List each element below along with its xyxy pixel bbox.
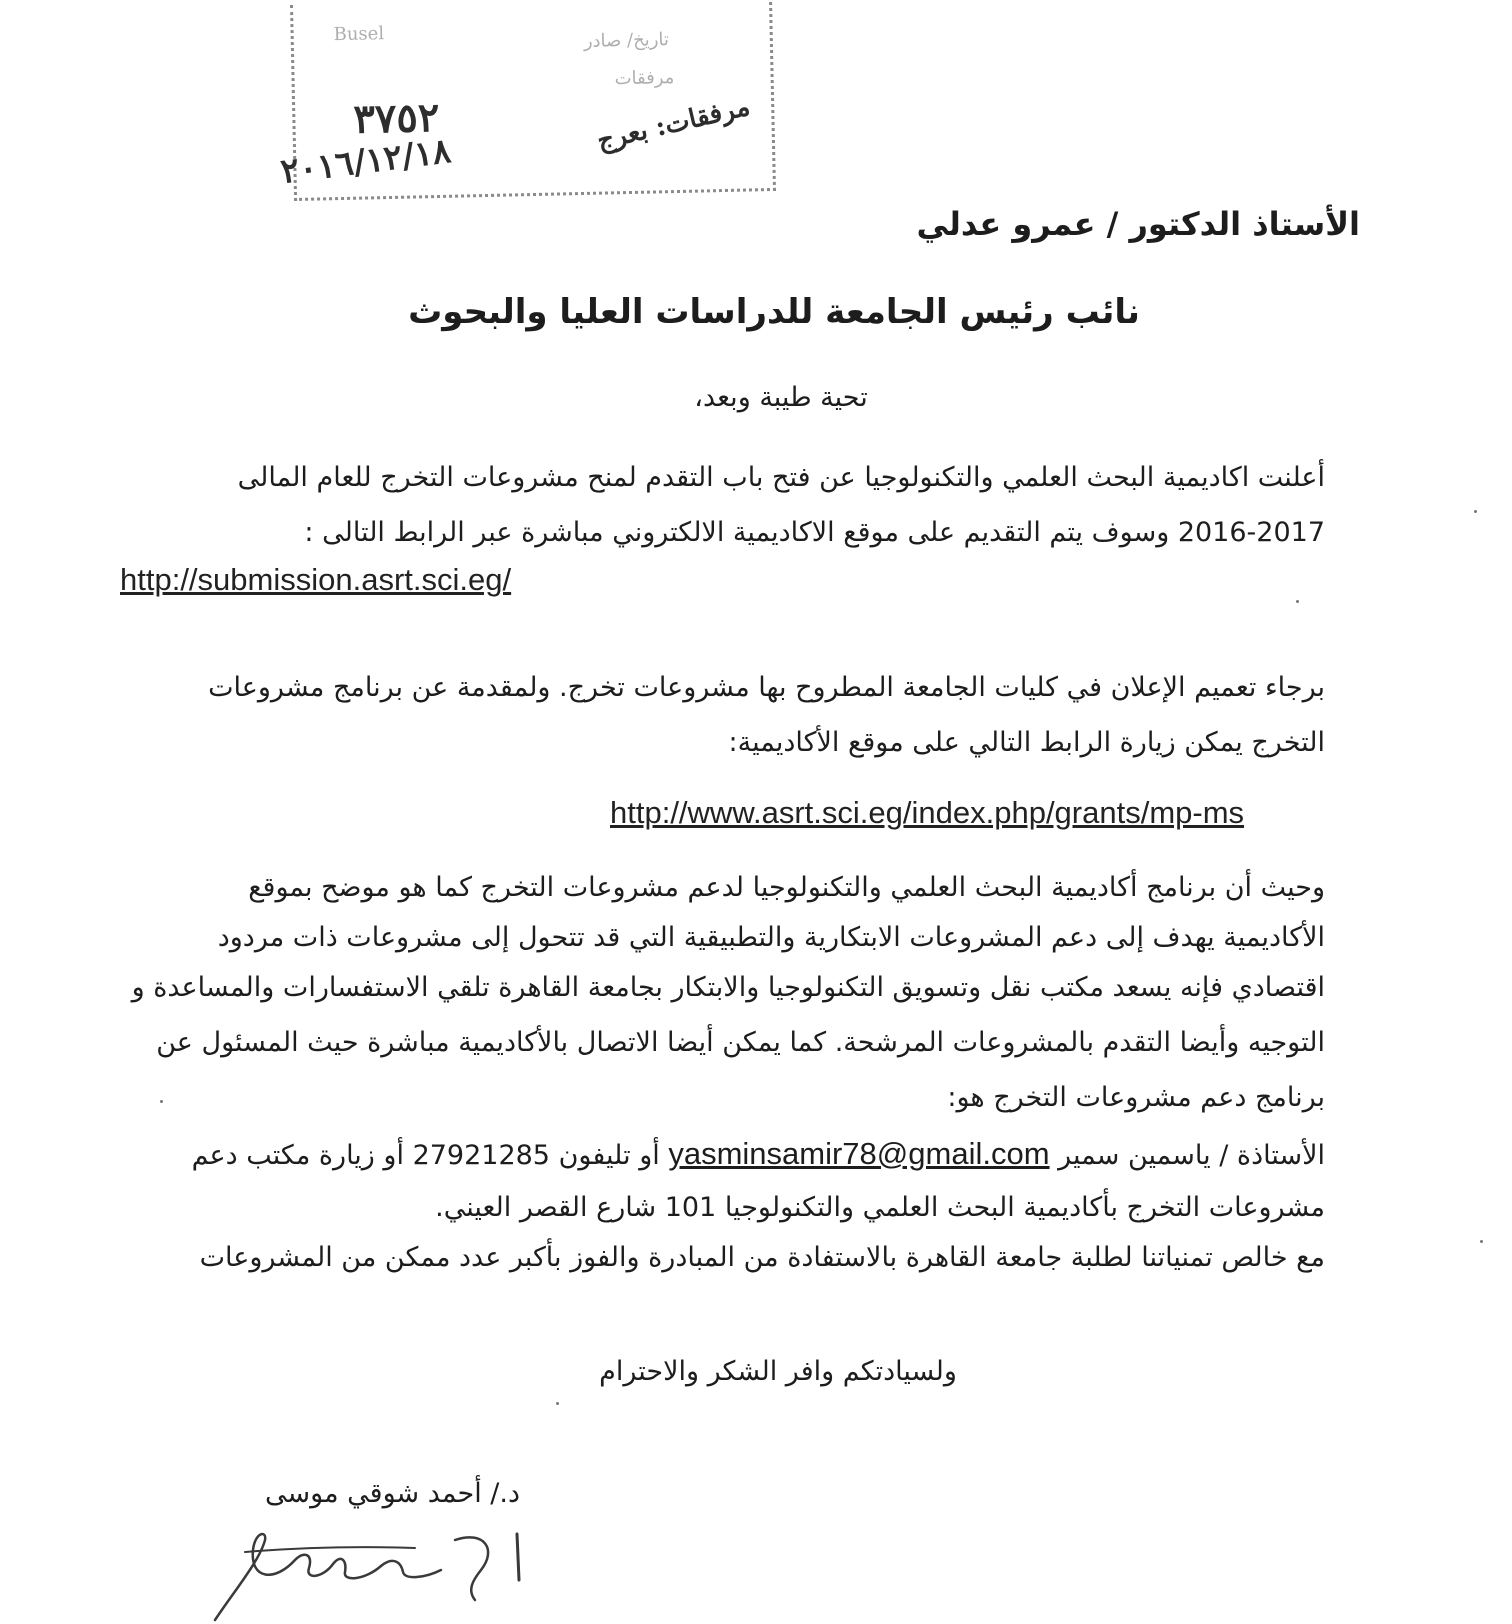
addressee: الأستاذ الدكتور / عمرو عدلي: [916, 205, 1360, 243]
paragraph-3-line-4: التوجيه وأيضا التقدم بالمشروعات المرشحة. كما يمكن أيضا الاتصال بالأكاديمية مباشرة حيث المسئول عن: [156, 1027, 1325, 1058]
paragraph-2-line-1: برجاء تعميم الإعلان في كليات الجامعة المطروح بها مشروعات تخرج. ولمقدمة عن برنامج مشروعات: [208, 672, 1325, 703]
scan-speck: [1474, 510, 1477, 513]
paragraph-1-line-2: 2016-2017 وسوف يتم التقديم على موقع الاكاديمية الالكتروني مباشرة عبر الرابط التالى :: [304, 517, 1325, 548]
stamp-number: ٣٧٥٢: [352, 93, 440, 143]
scan-speck: [1296, 600, 1299, 603]
contact-line-2: مشروعات التخرج بأكاديمية البحث العلمي والتكنولوجيا 101 شارع القصر العيني.: [435, 1192, 1325, 1223]
paragraph-3-line-3: اقتصادي فإنه يسعد مكتب نقل وتسويق التكنولوجيا والابتكار بجامعة القاهرة تلقي الاستفسارات والمساعدة و: [131, 972, 1325, 1003]
stamp-faint-text-2: تاريخ/ صادر: [583, 29, 670, 52]
stamp-faint-text-1: Busel: [333, 23, 385, 46]
program-link[interactable]: http://www.asrt.sci.eg/index.php/grants/mp-ms: [610, 795, 1245, 830]
contact-line-1: [192, 1136, 1325, 1172]
stamp-date: ٢٠١٦/١٢/١٨: [278, 130, 454, 193]
registry-stamp: [278, 0, 776, 201]
addressee-title: نائب رئيس الجامعة للدراسات العليا والبحوث: [408, 292, 1140, 332]
signer-name: د./ أحمد شوقي موسى: [265, 1478, 520, 1509]
paragraph-3-line-2: الأكاديمية يهدف إلى دعم المشروعات الابتكارية والتطبيقية التي قد تتحول إلى مشروعات ذات مردود: [217, 922, 1325, 953]
greeting: تحية طيبة وبعد،: [694, 382, 868, 413]
stamp-attachments: مرفقات: بعرج: [594, 91, 753, 157]
scan-speck: [160, 1100, 163, 1103]
paragraph-3-line-1: وحيث أن برنامج أكاديمية البحث العلمي والتكنولوجيا لدعم مشروعات التخرج كما هو موضح بموقع: [248, 872, 1325, 903]
wishes-line: مع خالص تمنياتنا لطلبة جامعة القاهرة بالاستفادة من المبادرة والفوز بأكبر عدد ممكن من المشروعات: [199, 1242, 1325, 1273]
paragraph-3-line-5: برنامج دعم مشروعات التخرج هو:: [947, 1082, 1325, 1113]
paragraph-1-line-1: أعلنت اكاديمية البحث العلمي والتكنولوجيا عن فتح باب التقدم لمنح مشروعات التخرج للعام المالى: [237, 462, 1325, 493]
stamp-faint-text-3: مرفقات: [614, 67, 675, 90]
scan-speck: [556, 1402, 559, 1405]
contact-phone-text: أو تليفون 27921285 أو زيارة مكتب دعم: [191, 1140, 660, 1171]
paragraph-2-line-2: التخرج يمكن زيارة الرابط التالي على موقع الأكاديمية:: [728, 727, 1325, 758]
contact-name: الأستاذة / ياسمين سمير: [1058, 1140, 1325, 1171]
closing: ولسيادتكم وافر الشكر والاحترام: [599, 1356, 957, 1387]
submission-link[interactable]: http://submission.asrt.sci.eg/: [120, 562, 512, 597]
handwritten-signature: [205, 1520, 545, 1624]
contact-email-link[interactable]: yasminsamir78@gmail.com: [668, 1136, 1050, 1171]
scan-speck: [1480, 1240, 1483, 1243]
